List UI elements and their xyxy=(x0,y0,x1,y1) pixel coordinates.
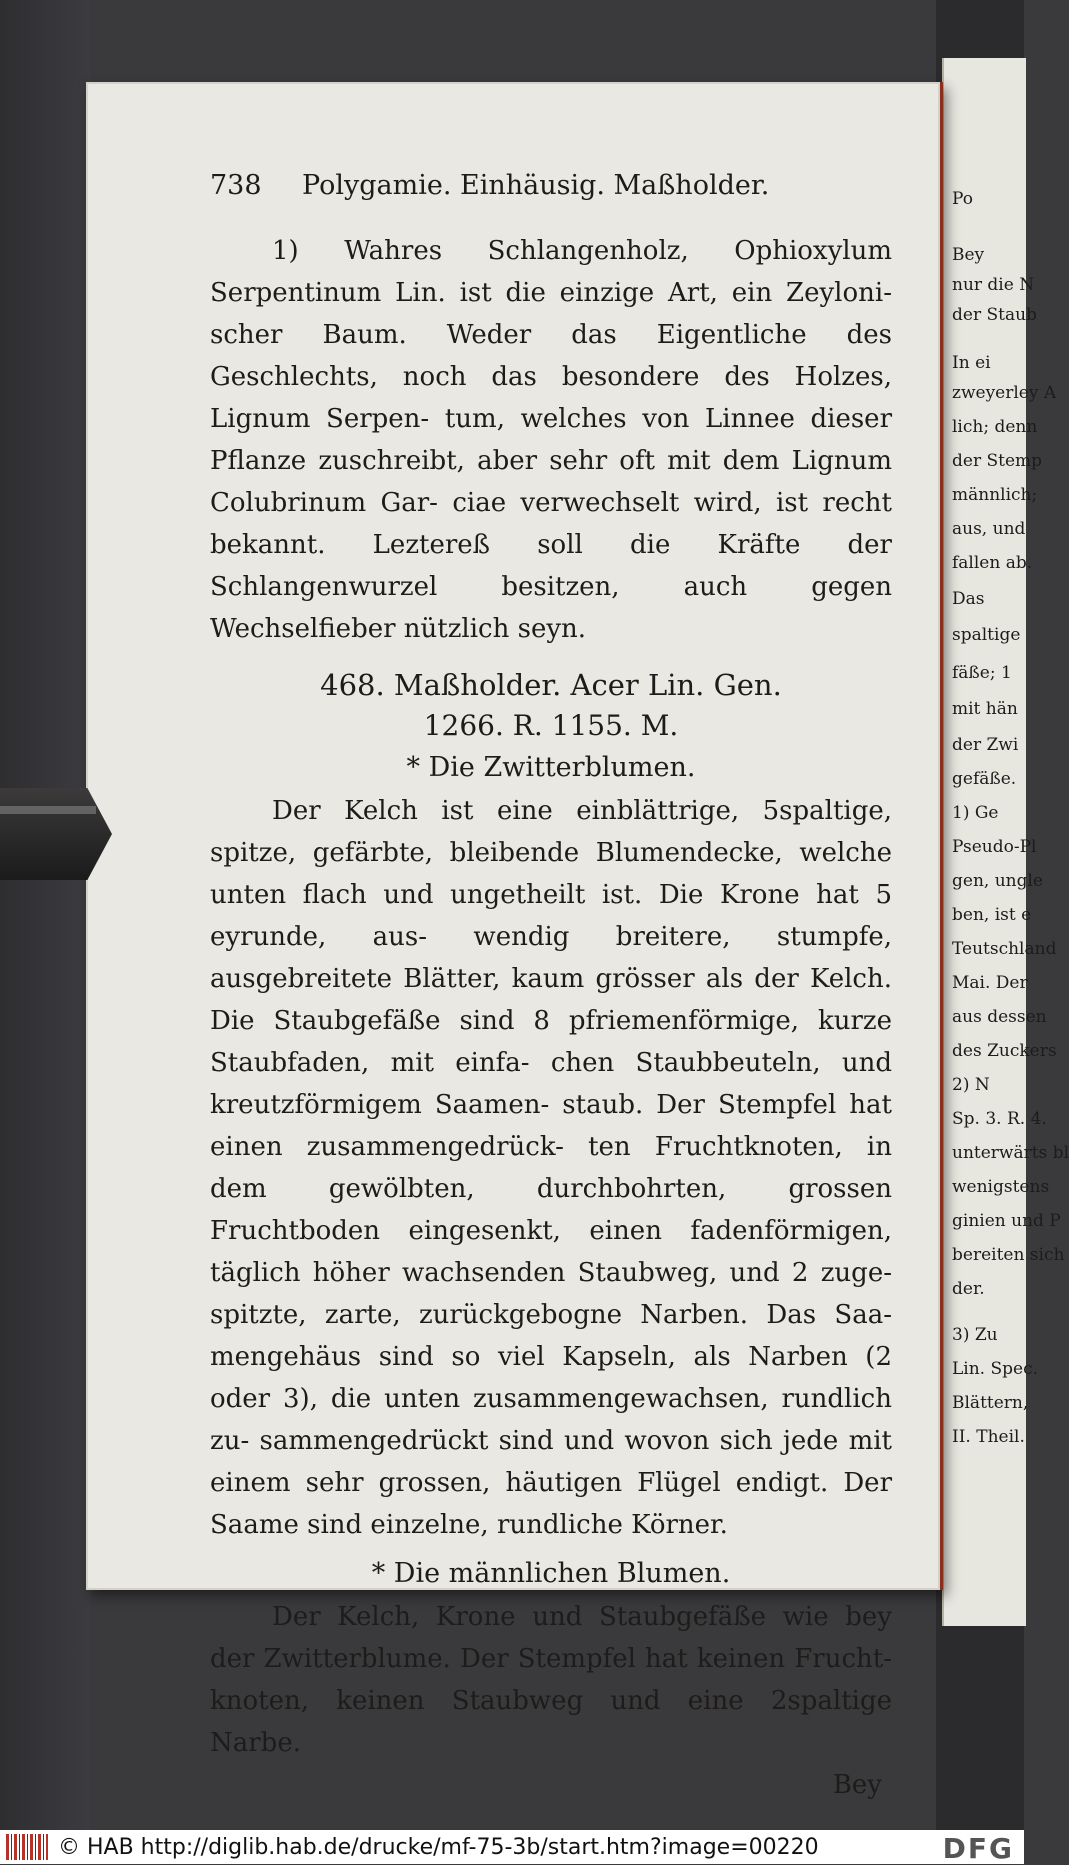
facing-page-line: Lin. Spec. xyxy=(952,1359,1038,1379)
running-header xyxy=(210,170,850,201)
facing-page-line: spaltige xyxy=(952,625,1021,645)
facing-page-edge xyxy=(942,58,1069,1626)
genus-heading: 468. Maßholder. Acer Lin. Gen. xyxy=(320,668,782,702)
running-head-title: Polygamie. Einhäusig. Maßholder. xyxy=(302,170,770,201)
facing-page-line: Po xyxy=(952,189,973,209)
section-label-male: * Die männlichen Blumen. xyxy=(371,1558,731,1589)
facing-page-line: In ei xyxy=(952,353,991,373)
footer-bar xyxy=(0,1830,1024,1864)
facing-page-line: lich; denn xyxy=(952,417,1038,437)
facing-page-line: mit hän xyxy=(952,699,1018,719)
facing-page-line: fallen ab. xyxy=(952,553,1033,573)
facing-page-line: aus, und xyxy=(952,519,1026,539)
facing-page-line: der Zwi xyxy=(952,735,1019,755)
facing-page-line: gen, ungle xyxy=(952,871,1043,891)
facing-page-line: fäße; 1 xyxy=(952,663,1012,683)
facing-page-line: II. Theil. xyxy=(952,1427,1025,1447)
paragraph-ophioxylum: 1) Wahres Schlangenholz, Ophioxylum Serpentinum Lin. ist die einzige Art, ein Zeyloni- scher Baum. Weder das Eigentliche des Geschlechts, noch das besondere des Holzes, Lignum Serpen- tum, welches von Linnee dieser Pflanze zuschreibt, aber sehr oft mit dem Lignum Colubrinum Gar- ciae verwechselt wird, ist recht bekannt. Leztereß soll die Kräfte der Schlangenwurzel besitzen, auch gegen Wechselfieber nützlich seyn. xyxy=(210,236,892,644)
facing-page-line: zweyerley A xyxy=(952,383,1057,403)
facing-page-line: Bey xyxy=(952,245,985,265)
scan-background-left xyxy=(0,0,90,1830)
facing-page-line: ben, ist e xyxy=(952,905,1032,925)
book-page xyxy=(86,82,943,1800)
facing-page-line: aus dessen xyxy=(952,1007,1047,1027)
facing-page-line: der Stemp xyxy=(952,451,1043,471)
catchword: Bey xyxy=(832,1770,882,1800)
facing-page-line: Pseudo-Pl xyxy=(952,837,1037,857)
facing-page-line: der Staub xyxy=(952,305,1037,325)
facing-page-line: gefäße. xyxy=(952,769,1017,789)
paragraph-hermaphrodite-flowers: Der Kelch ist eine einblättrige, 5spaltige, spitze, gefärbte, bleibende Blumendecke, welche unten flach und ungetheilt ist. Die Krone hat 5 eyrunde, aus- wendig breitere, stumpfe, ausgebreitete Blätter, kaum grösser als der Kelch. Die Staubgefäße sind 8 pfriemenförmige, kurze Staubfaden, mit einfa- chen Staubbeuteln, und kreutzförmigem Saamen- staub. Der Stempfel hat einen zusammengedrück- ten Fruchtknoten, in dem gewölbten, durchbohrten, grossen Fruchtboden eingesenkt, einen fadenförmigen, täglich höher wachsenden Staubweg, und 2 zuge- spitzte, zarte, zurückgebogne Narben. Das Saa- mengehäus sind so viel Kapseln, als Narben (2 oder 3), die unten zusammengewachsen, rundlich zu- sammengedrückt sind und wovon sich jede mit einem sehr grossen, häutigen Flügel endigt. Der Saame sind einzelne, rundliche Körner. xyxy=(210,796,892,1540)
facing-page-line: Teutschland xyxy=(952,939,1057,959)
facing-page-line: der. xyxy=(952,1279,985,1299)
dfg-logo: DFG xyxy=(942,1832,1014,1865)
facing-page-line: Das xyxy=(952,589,985,609)
facing-page-line: 1) Ge xyxy=(952,803,999,823)
body-text xyxy=(210,230,892,1806)
facing-page-line: Blättern, xyxy=(952,1393,1029,1413)
facing-page-line: 3) Zu xyxy=(952,1325,998,1345)
copyright-link[interactable]: © HAB http://diglib.hab.de/drucke/mf-75-3b/start.htm?image=00220 xyxy=(58,1834,819,1860)
genus-reference: 1266. R. 1155. M. xyxy=(423,709,679,742)
facing-page-line: unterwärts bl xyxy=(952,1143,1069,1163)
facing-page-line: nur die N xyxy=(952,275,1035,295)
facing-page-line: ginien und P xyxy=(952,1211,1061,1231)
section-label-hermaphrodite: * Die Zwitterblumen. xyxy=(406,752,696,783)
facing-page-line: Mai. Der xyxy=(952,973,1028,993)
barcode-icon xyxy=(6,1834,48,1860)
facing-page-line: Sp. 3. R. 4. xyxy=(952,1109,1047,1129)
facing-page-line: männlich; xyxy=(952,485,1038,505)
facing-page-line: wenigstens xyxy=(952,1177,1050,1197)
paragraph-male-flowers: Der Kelch, Krone und Staubgefäße wie bey der Zwitterblume. Der Stempfel hat keinen Frucht- knoten, keinen Staubweg und eine 2spaltige Narbe. xyxy=(210,1602,892,1758)
page-marker-highlight xyxy=(0,806,96,814)
facing-page-line: des Zuckers xyxy=(952,1041,1057,1061)
facing-page-line: bereiten sich xyxy=(952,1245,1065,1265)
facing-page-line: 2) N xyxy=(952,1075,990,1095)
page-number: 738 xyxy=(210,170,262,201)
